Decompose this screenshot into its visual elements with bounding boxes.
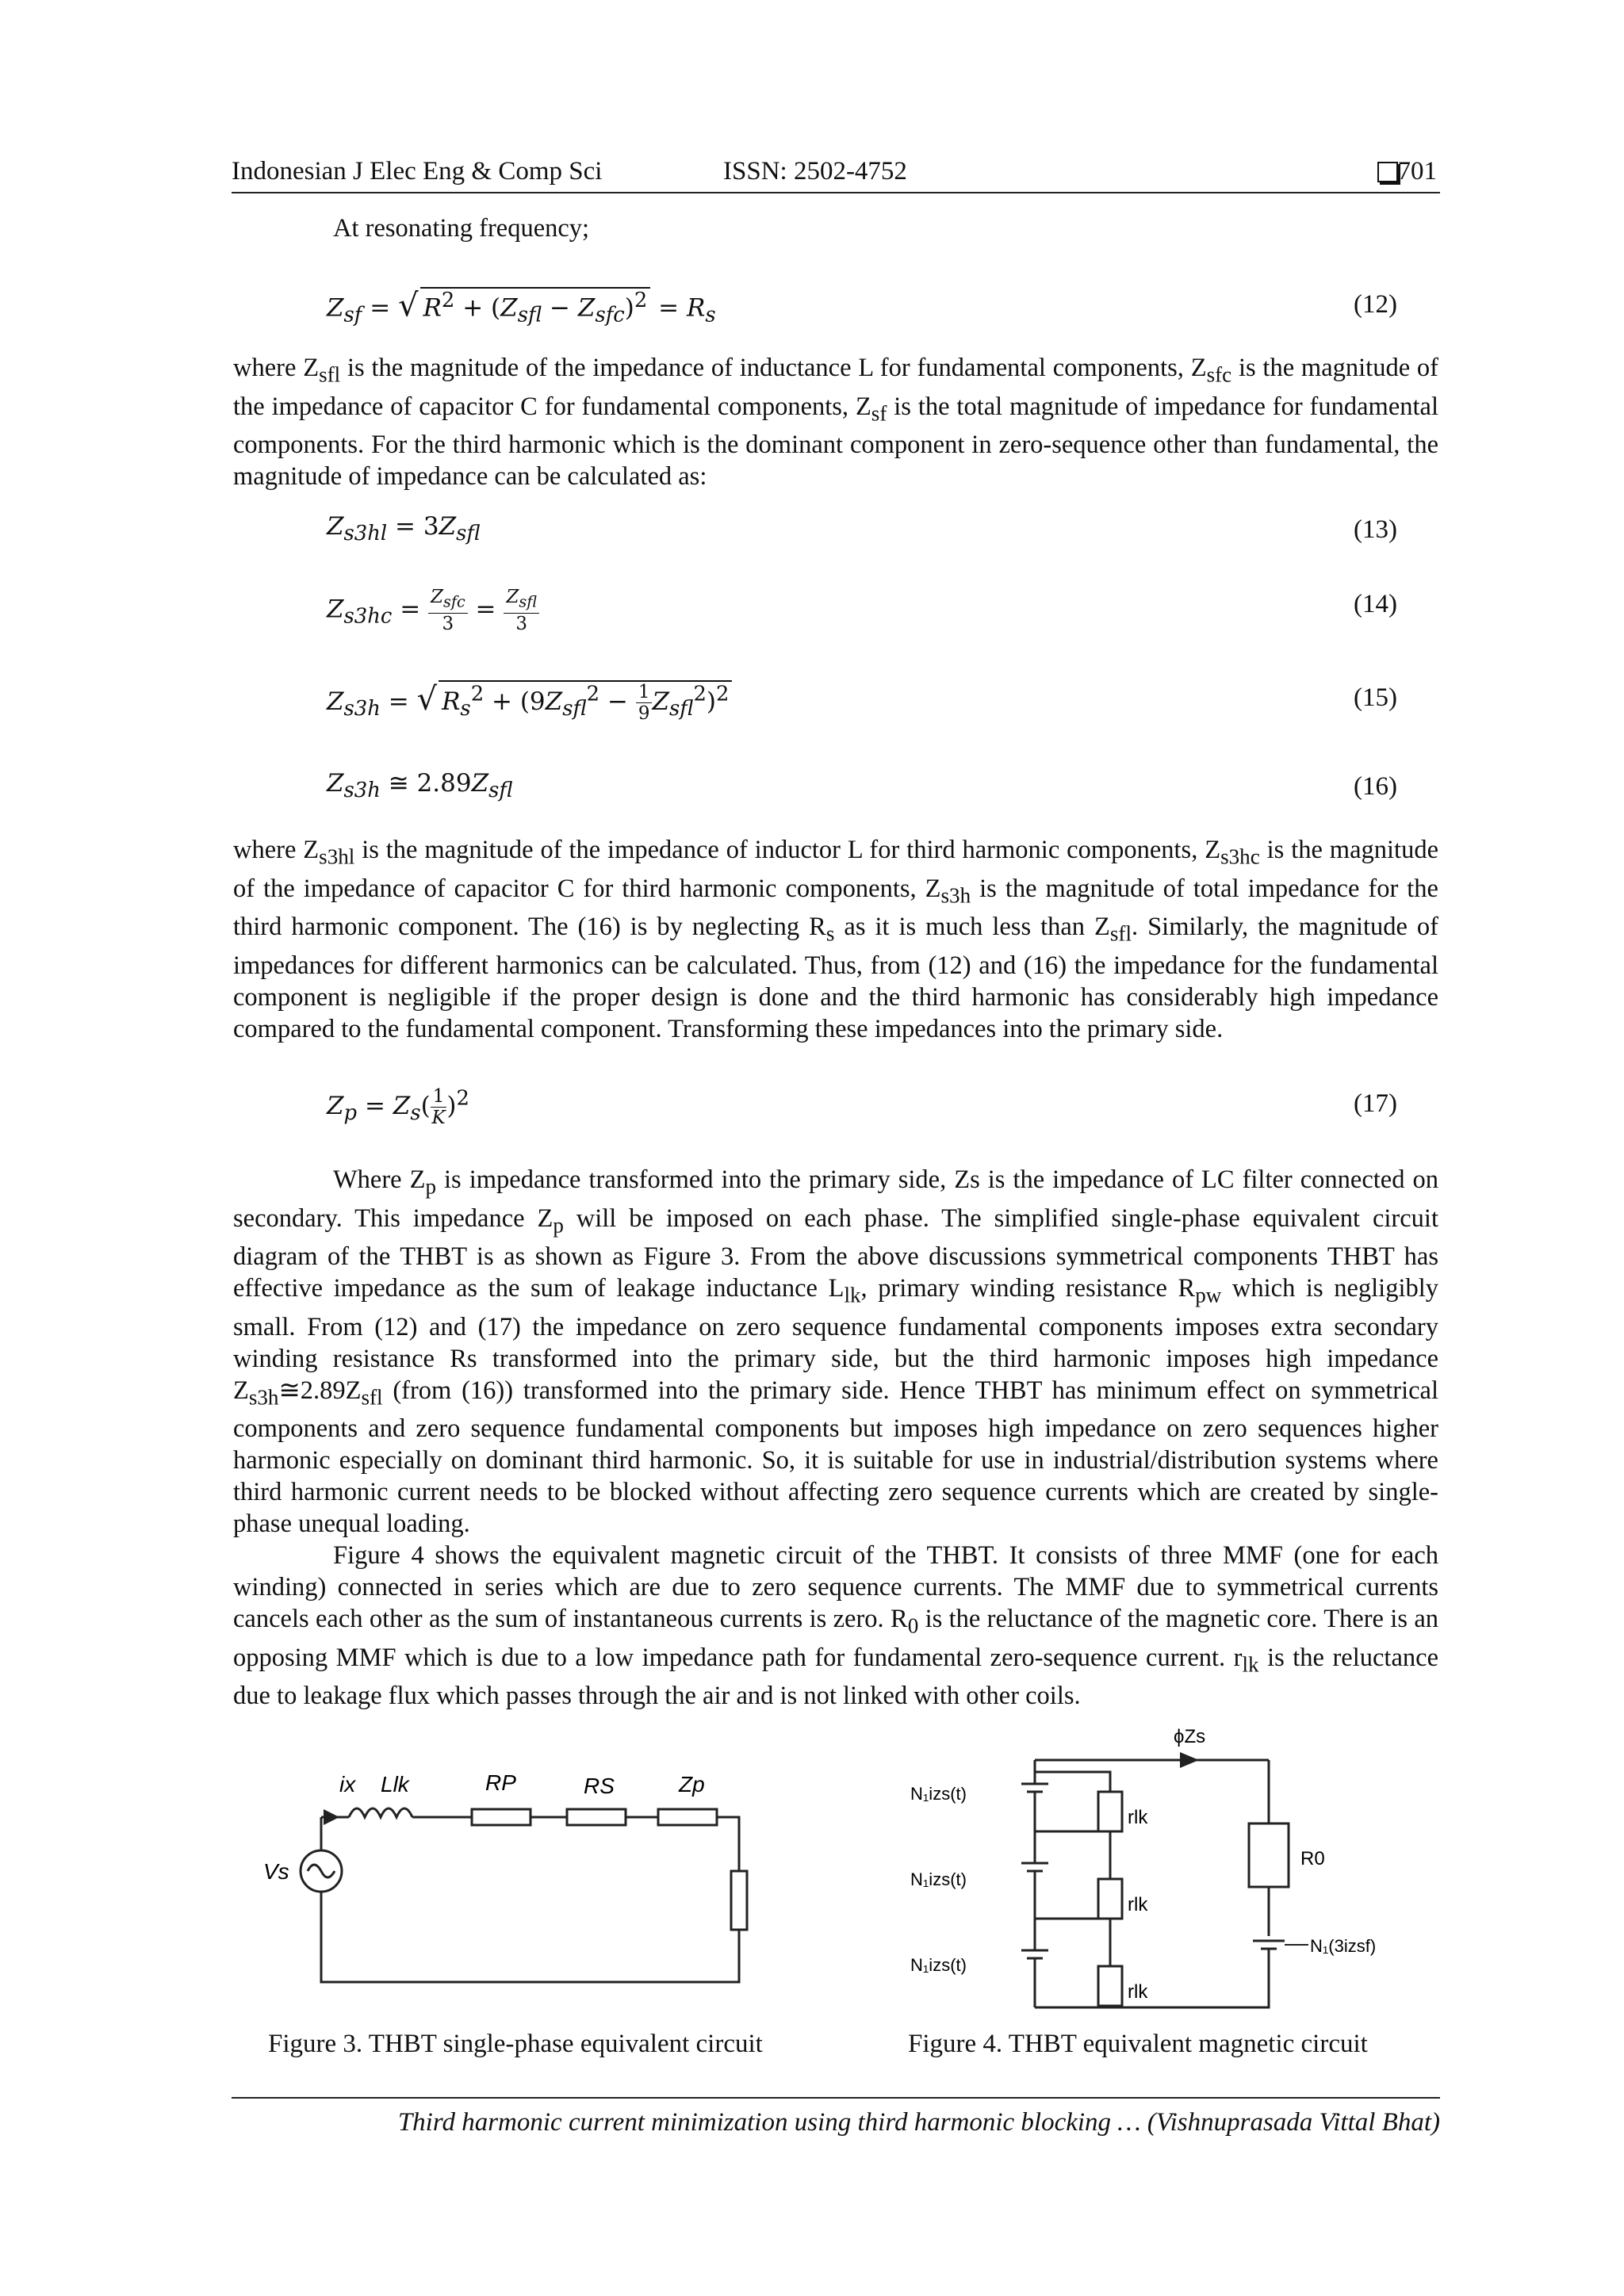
equation-14	[327, 587, 1397, 634]
label-ix: ix	[339, 1772, 356, 1797]
label-vs: Vs	[263, 1859, 289, 1884]
running-header	[232, 154, 1440, 193]
equation-15-formula: $Z_{s3h}$ = √ $R_s^2 + (9Z_{sfl}^2$ − $\frac{1}{9}$ $Z_{sfl}^2)^2$	[327, 680, 732, 724]
equation-14-formula: $Z_{s3hc}$ = $\frac{Z_{sfc}}{3}$ = $\frac{Z_{sfl}}{3}$	[327, 587, 539, 634]
paragraph-resonating: At resonating frequency;	[333, 214, 590, 243]
label-mmf-opposing: N₁(3izsf)	[1310, 1936, 1377, 1956]
figure-3-caption: Figure 3. THBT single-phase equivalent circuit	[268, 2030, 763, 2058]
label-rlk-3: rlk	[1128, 1981, 1148, 2003]
equation-14-number: (14)	[1354, 590, 1397, 618]
label-rlk-1: rlk	[1128, 1807, 1148, 1828]
page-number: 701	[1397, 157, 1437, 186]
current-arrow-icon	[324, 1809, 339, 1825]
paragraph-2: where $Z_{s3hl}$ is the magnitude of the impedance of inductor L for third harmonic components, $Z_{s3hc}$ is the magnitude of the impedance of capacitor C for third harmonic components, $Z_{s3h}$ is the magnitude of total impedance for the third harmonic component. The (16) is by neglecting $R_s$ as it is much less than $Z_{sfl}$. Similarly, the magnitude of impedances for different harmonics can be calculated. Thus, from (12) and (16) the impedance for the fundamental component is negligible if the proper design is done and the third harmonic has considerably high impedance compared to the fundamental component. Transforming these impedances into the primary side.	[233, 836, 1439, 1043]
equation-12-number: (12)	[1354, 290, 1397, 319]
label-phi-zs: ϕZs	[1174, 1726, 1206, 1747]
equation-17-number: (17)	[1354, 1089, 1397, 1118]
label-mmf-2: N₁izs(t)	[910, 1869, 967, 1889]
issn: ISSN: 2502-4752	[723, 157, 907, 186]
label-rp: RP	[485, 1770, 516, 1795]
reluctance-rlk-1	[1098, 1792, 1122, 1831]
label-rs: RS	[584, 1774, 615, 1798]
journal-name: Indonesian J Elec Eng & Comp Sci	[232, 157, 603, 186]
equation-16	[327, 769, 1397, 817]
checkbox-square-icon	[1377, 162, 1398, 182]
equation-15	[327, 680, 1397, 728]
running-footer: Third harmonic current minimization using third harmonic blocking … (Vishnuprasada Vittal Bhat)	[232, 2097, 1440, 2137]
paragraph-3: Where $Z_p$ is impedance transformed into the primary side, Zs is the impedance of LC filter connected on secondary. This impedance $Z_p$ will be imposed on each phase. The simplified single-phase equivalent circuit diagram of the THBT is as shown as Figure 3. From the above discussions symmetrical components THBT has effective impedance as the sum of leakage inductance $L_{lk}$, primary winding resistance $R_{pw}$ which is negligibly small. From (12) and (17) the impedance on zero sequence fundamental components imposes extra secondary winding resistance Rs transformed into the primary side, but the third harmonic imposes high impedance $Z_{s3h}≅2.89Z_{sfl}$ (from (16)) transformed into the primary side. Hence THBT has minimum effect on symmetrical components and zero sequence fundamental components but imposes high impedance on zero sequences higher harmonic especially on dominant third harmonic. So, it is suitable for use in industrial/distribution systems where third harmonic current needs to be blocked without affecting zero sequence currents which are created by single-phase unequal loading. Figure 4 shows the equivalent magnetic circuit of the THBT. It consists of three MMF (one for each winding) connected in series which are due to zero sequence currents. The MMF due to symmetrical currents cancels each other as the sum of instantaneous currents is zero. $R_0$ is the reluctance of the magnetic core. There is an opposing MMF which is due to a low impedance path for fundamental zero-sequence current. $r_{lk}$ is the reluctance due to leakage flux which passes through the air and is not linked with other coils.	[233, 1165, 1438, 1710]
reluctance-r0	[1249, 1823, 1289, 1887]
resistor-zp-top	[658, 1809, 717, 1825]
equation-17-formula: $Z_p = Z_s$( $\frac{1}{K}$ )$^2$	[327, 1086, 469, 1128]
figure-3-circuit	[238, 1744, 777, 1998]
equation-16-number: (16)	[1354, 772, 1397, 801]
equation-12-formula: $Z_{sf}$ = √ $R^2 + (Z_{sfl} - Z_{sfc})^2 = R_s$	[327, 287, 716, 327]
label-rlk-2: rlk	[1128, 1894, 1148, 1915]
equation-17	[327, 1086, 1397, 1134]
label-mmf-1: N₁izs(t)	[910, 1784, 967, 1804]
resistor-zp-load	[731, 1871, 747, 1930]
label-zp: Zp	[679, 1772, 705, 1797]
flux-arrow-icon	[1180, 1752, 1199, 1768]
figure-4-caption: Figure 4. THBT equivalent magnetic circuit	[908, 2030, 1368, 2058]
reluctance-rlk-3	[1098, 1966, 1122, 2006]
equation-16-formula: $Z_{s3h}$ ≅ $2.89Z_{sfl}$	[327, 769, 513, 803]
resistor-rs	[567, 1809, 626, 1825]
equation-12	[327, 287, 1397, 335]
label-r0: R0	[1300, 1848, 1325, 1869]
paragraph-1: where $Z_{sfl}$ is the magnitude of the impedance of inductance L for fundamental components, $Z_{sfc}$ is the magnitude of the impedance of capacitor C for fundamental components, $Z_{sf}$ is the total magnitude of impedance for fundamental components. For the third harmonic which is the dominant component in zero-sequence other than fundamental, the magnitude of impedance can be calculated as:	[233, 354, 1438, 491]
equation-15-number: (15)	[1354, 683, 1397, 712]
reluctance-rlk-2	[1098, 1879, 1122, 1919]
label-llk: Llk	[381, 1772, 409, 1797]
inductor-llk	[349, 1808, 412, 1817]
resistor-rp	[472, 1809, 530, 1825]
label-mmf-3: N₁izs(t)	[910, 1955, 967, 1975]
figure-4-magnetic-circuit	[904, 1720, 1459, 2022]
equation-13-number: (13)	[1354, 515, 1397, 544]
equation-13-formula: $Z_{s3hl} = 3Z_{sfl}$	[327, 512, 481, 546]
equation-13	[327, 512, 1397, 560]
